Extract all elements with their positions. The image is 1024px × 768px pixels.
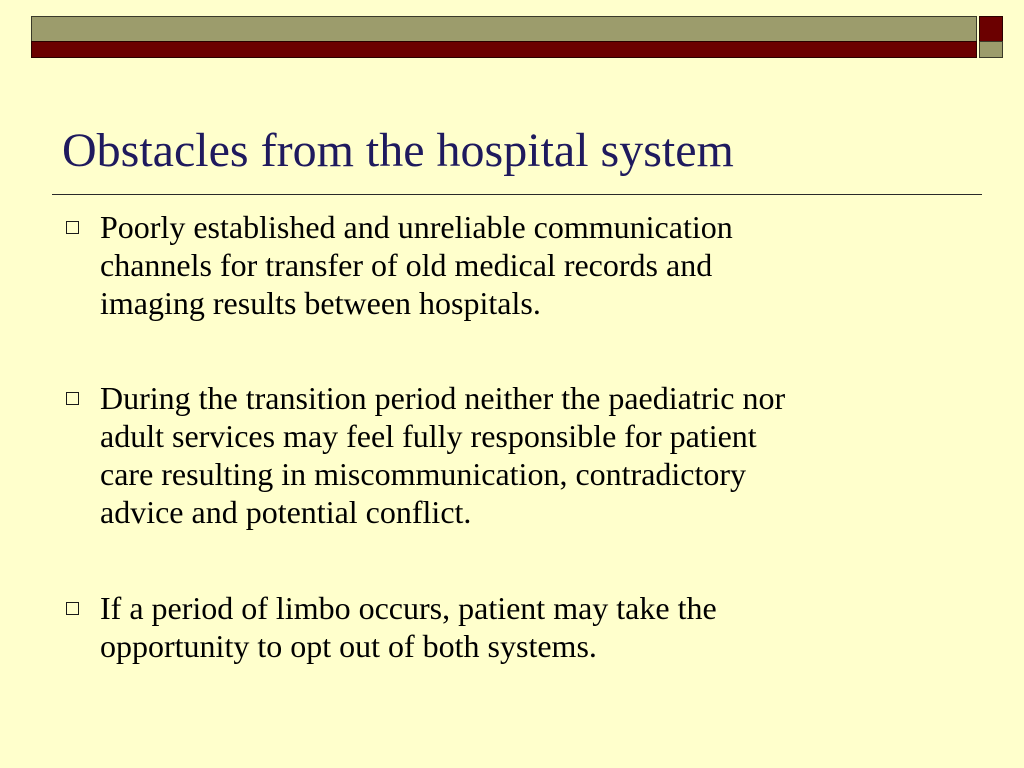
header-decoration-bar-maroon xyxy=(31,41,977,58)
header-decoration-square-maroon xyxy=(979,16,1003,42)
bullet-item xyxy=(62,589,962,665)
slide-title: Obstacles from the hospital system xyxy=(62,124,734,177)
bullet-line: channels for transfer of old medical records and xyxy=(100,247,713,283)
hollow-square-icon xyxy=(66,221,79,234)
hollow-square-icon xyxy=(66,602,79,615)
bullet-text xyxy=(100,379,962,531)
bullet-item xyxy=(62,208,962,322)
bullet-line: Poorly established and unreliable communication xyxy=(100,209,733,245)
title-divider xyxy=(52,194,982,195)
bullet-line: During the transition period neither the paediatric nor xyxy=(100,380,786,416)
bullet-line: opportunity to opt out of both systems. xyxy=(100,628,597,664)
bullet-text xyxy=(100,589,962,665)
bullet-item xyxy=(62,379,962,531)
bullet-line: care resulting in miscommunication, contradictory xyxy=(100,456,747,492)
header-decoration-square-olive xyxy=(979,41,1003,58)
hollow-square-icon xyxy=(66,392,79,405)
bullet-line: imaging results between hospitals. xyxy=(100,285,541,321)
header-decoration-bar-olive xyxy=(31,16,977,42)
bullet-text xyxy=(100,208,962,322)
bullet-line: If a period of limbo occurs, patient may take the xyxy=(100,590,717,626)
bullet-line: adult services may feel fully responsible for patient xyxy=(100,418,757,454)
bullet-line: advice and potential conflict. xyxy=(100,494,472,530)
